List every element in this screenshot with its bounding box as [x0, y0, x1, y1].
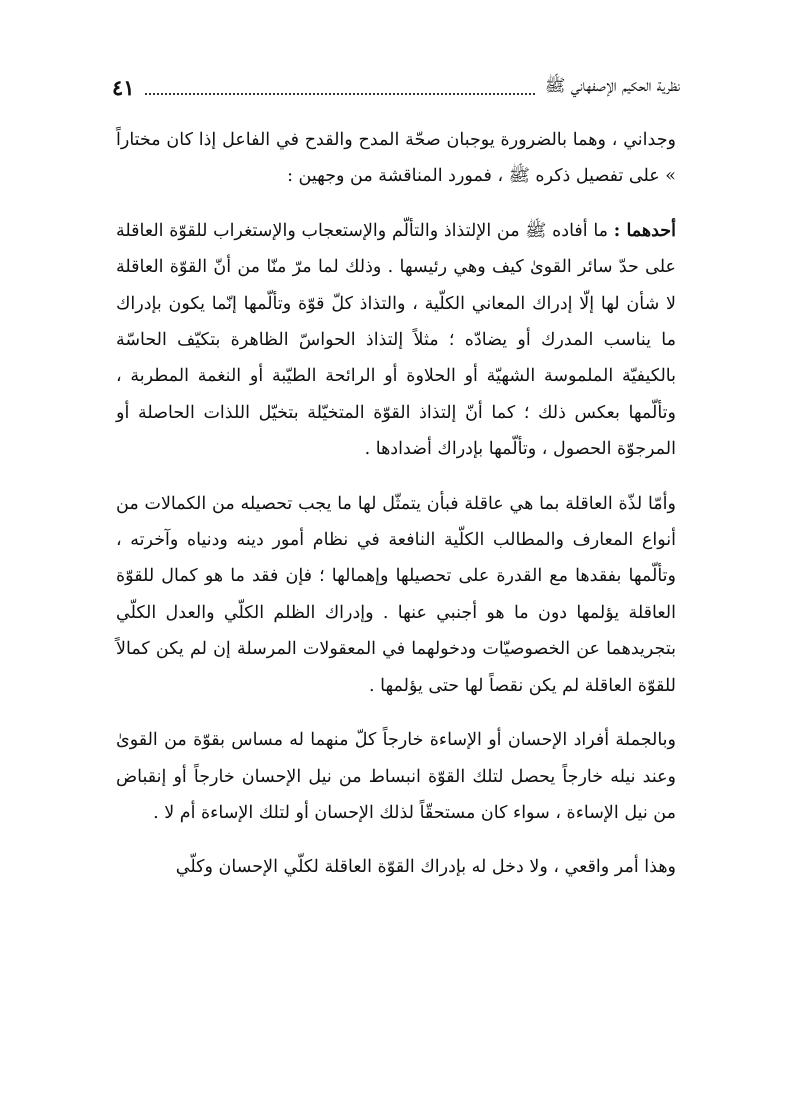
paragraph-text: وجداني ، وهما بالضرورة يوجبان صحّة المدح والقدح في الفاعل إذا كان مختاراً » على تفصيل ذكره ﷺ ، فمورد المناقشة من وجهين :	[116, 130, 676, 187]
paragraph-text: وبالجملة أفراد الإحسان أو الإساءة خارجاً كلّ منهما له مساس بقوّة من القوىٰ وعند نيله خارجاً يحصل لتلك القوّة انبساط من نيل الإحسان خارجاً أو إنقباض من نيل الإساءة ، سواء كان مستحقّاً لذلك الإحسان أو لتلك الإساءة أم لا .	[116, 730, 676, 823]
paragraph	[116, 722, 676, 831]
running-title: نظرية الحكيم الإصفهاني ﷺ	[544, 75, 680, 96]
paragraph-text: ما أفاده ﷺ من الإلتذاذ والتألّم والإستعجاب والإستغراب للقوّة العاقلة على حدّ سائر القوىٰ كيف وهي رئيسها . وذلك لما مرّ منّا من أنّ القوّة العاقلة لا شأن لها إلّا إدراك المعاني الكلّية ، والتذاذ كلّ قوّة وتألّمها إنّما يكون بإدراك ما يناسب المدرك أو يضادّه ؛ مثلاً إلتذاذ الحواسّ الظاهرة بتكيّف الحاسّة بالكيفيّة الملموسة الشهيّة أو الحلاوة أو الرائحة الطيّبة أو النغمة المطربة ، وتألّمها بعكس ذلك ؛ كما أنّ إلتذاذ القوّة المتخيّلة بتخيّل اللذات الحاصلة أو المرجوّة الحصول ، وتألّمها بإدراك أضدادها .	[116, 220, 676, 460]
page-header	[112, 70, 680, 104]
paragraph-text: وهذا أمر واقعي ، ولا دخل له بإدراك القوّة العاقلة لكلّي الإحسان وكلّي	[175, 857, 676, 878]
page-number: ٤١	[112, 74, 135, 100]
paragraph	[116, 122, 676, 195]
paragraph-text: وأمّا لذّة العاقلة بما هي عاقلة فبأن يتمثّل لها ما يجب تحصيله من الكمالات من أنواع المعارف والمطالب الكلّية النافعة في نظام أمور دينه ودنياه وآخرته ، وتألّمها بفقدها مع القدرة على تحصيلها وإهمالها ؛ فإن فقد ما هو كمال للقوّة العاقلة يؤلمها دون ما هو أجنبي عنها . وإدراك الظلم الكلّي والعدل الكلّي بتجريدهما عن الخصوصيّات ودخولهما في المعقولات المرسلة إن لم يكن كمالاً للقوّة العاقلة لم يكن نقصاً لها حتى يؤلمها .	[116, 493, 676, 696]
paragraph	[116, 486, 676, 704]
paragraph	[116, 213, 676, 468]
dotted-leader	[145, 79, 535, 95]
paragraph	[116, 849, 676, 885]
paragraph-lead: أحدهما :	[613, 220, 676, 241]
body-text	[116, 122, 676, 904]
